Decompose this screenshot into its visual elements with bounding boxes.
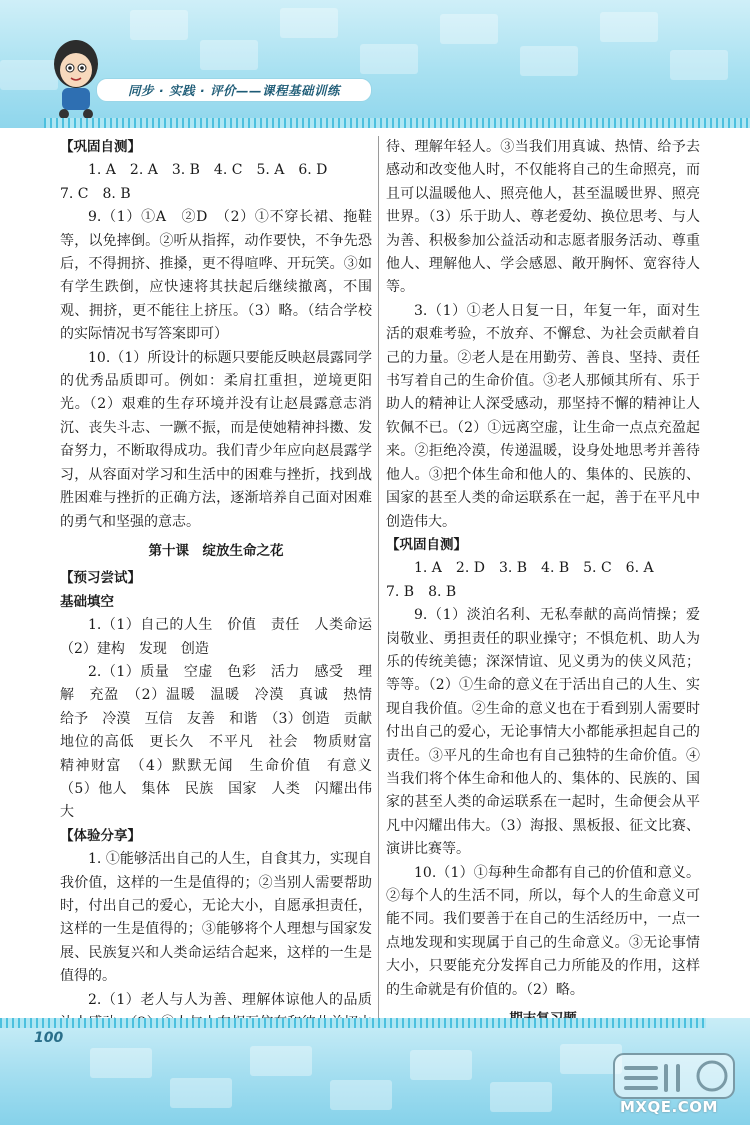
left-column-paragraph: 9.（1）①A ②D （2）①不穿长裙、拖鞋等，以免摔倒。②听从指挥，动作要快，不争先恐后，不得拥挤、推搡，更不得喧哗、开玩笑。③如有学生跌倒，应快速将其扶起后继续撤离，不围观、拥挤，更不能往上挤压。（3）略。（结合学校的实际情况书写答案即可）	[60, 209, 372, 343]
left-column-paragraph: 1. ①能够活出自己的人生，自食其力，实现自我价值，这样的一生是值得的；②当别人需要帮助时，付出自己的爱心，无论大小，自愿承担责任，这样的一生是值得的；③能够将个人理想与国家发展、民族复兴和人类命运结合起来，这样的一生是值得的。	[60, 851, 372, 985]
header-title: 同步 · 实践 · 评价——课程基础训练	[128, 83, 340, 98]
header-title-box	[96, 78, 372, 102]
header-banner	[0, 0, 750, 128]
right-column-paragraph: 9.（1）淡泊名利、无私奉献的高尚情操；爱岗敬业、勇担责任的职业操守；不惧危机、助人为乐的传统美德；深深情谊、见义勇为的侠义风范；等等。（2）①生命的意义在于活出自己的人生、实现自我价值。②生命的意义也在于看到别人需要时付出自己的爱心，无论事情大小都能承担起自己的责任。③平凡的生命也有自己独特的生命价值。④当我们将个体生命和他人的、集体的、民族的、国家的甚至人类的命运联系在一起时，生命便会从平凡中闪耀出伟大。（3）海报、黑板报、征文比赛、演讲比赛等。	[386, 607, 700, 858]
left-column-paragraph: 7. C 8. B	[60, 185, 131, 202]
watermark-text: MXQE.COM	[620, 1098, 718, 1116]
column-divider	[378, 136, 379, 1024]
left-column-paragraph: 基础填空	[60, 593, 114, 610]
left-column-paragraph: 【体验分享】	[60, 827, 141, 844]
footer-ribbon-strip	[0, 1018, 706, 1028]
right-column-paragraph: 3.（1）①老人日复一日，年复一年，面对生活的艰难考验，不放弃、不懈怠、为社会贡献着自己的力量。②老人是在用勤劳、善良、坚持、责任书写着自己的生命价值。③老人那倾其所有、乐于助人的精神让人深受感动，那坚持不懈的精神让人钦佩不已。（2）①远离空虚，让生命一点点充盈起来。②拒绝冷漠，传递温暖，设身处地思考并善待他人。③把个体生命和他人的、集体的、民族的、国家的甚至人类的命运联系在一起，善于在平凡中创造伟大。	[386, 302, 700, 530]
left-column-paragraph: 第十课 绽放生命之花	[148, 542, 284, 559]
left-column-paragraph: 1. A 2. A 3. B 4. C 5. A 6. D	[88, 162, 328, 179]
mascot-illustration-icon	[44, 30, 108, 120]
right-column-paragraph: 10.（1）①每种生命都有自己的价值和意义。②每个人的生活不同，所以，每个人的生命意义可能不同。我们要善于在自己的生活经历中，一点一点地发现和实现属于自己的生命意义。③无论事情大小，只要能充分发挥自己力所能及的作用，这样的生命就是有价值的。（2）略。	[386, 864, 700, 998]
left-column-paragraph: 【巩固自测】	[60, 139, 141, 155]
right-column-paragraph: 【巩固自测】	[386, 536, 467, 553]
right-column-paragraph: 待、理解年轻人。③当我们用真诚、热情、给予去感动和改变他人时，不仅能将自己的生命照亮，而且可以温暖他人、照亮他人，甚至温暖世界、照亮世界。（3）乐于助人、尊老爱幼、换位思考、与人为善、积极参加公益活动和志愿者服务活动、尊重他人、理解他人、学会感恩、敞开胸怀、宽容待人等。	[386, 139, 700, 296]
left-answer-column	[60, 136, 386, 1082]
page-number: 100	[34, 1030, 64, 1046]
right-column-paragraph: 7. B 8. B	[386, 583, 457, 600]
left-column-paragraph: 1.（1）自己的人生 价值 责任 人类命运（2）建构 发现 创造	[60, 617, 372, 657]
left-column-paragraph: 2.（1）老人与人为善、理解体谅他人的品质	[88, 991, 372, 1008]
left-column-paragraph: 10.（1）所设计的标题只要能反映赵晨露同学的优秀品质即可。例如：柔肩扛重担，逆境更阳光。（2）艰难的生存环境并没有让赵晨露意志消沉、丧失斗志、一蹶不振，而是使她精神抖擞、发奋努力，不断取得成功。我们青少年应向赵晨露学习，从容面对学习和生活中的困难与挫折，找到战胜困难与挫折的正确方法，逐渐培养自己面对困难的勇气和坚强的意志。	[60, 349, 372, 530]
right-column-paragraph: 1. A 2. D 3. B 4. B 5. C 6. A	[414, 560, 654, 577]
left-column-paragraph: 【预习尝试】	[60, 570, 141, 587]
header-ribbon-strip	[44, 118, 750, 128]
right-answer-column	[386, 136, 700, 1082]
left-column-paragraph: 2.（1）质量 空虚 色彩 活力 感受 理解 充盈 （2）温暖 温暖 冷漠 真诚 热情 给予 冷漠 互信 友善 和谐 （3）创造 贡献 地位的高低 更长久 不平凡 社会 物质财富 精神财富 （4）默默无闻 生命价值 有意义 （5）他人 集体 民族 国家 人类 闪耀出伟大	[60, 663, 386, 821]
